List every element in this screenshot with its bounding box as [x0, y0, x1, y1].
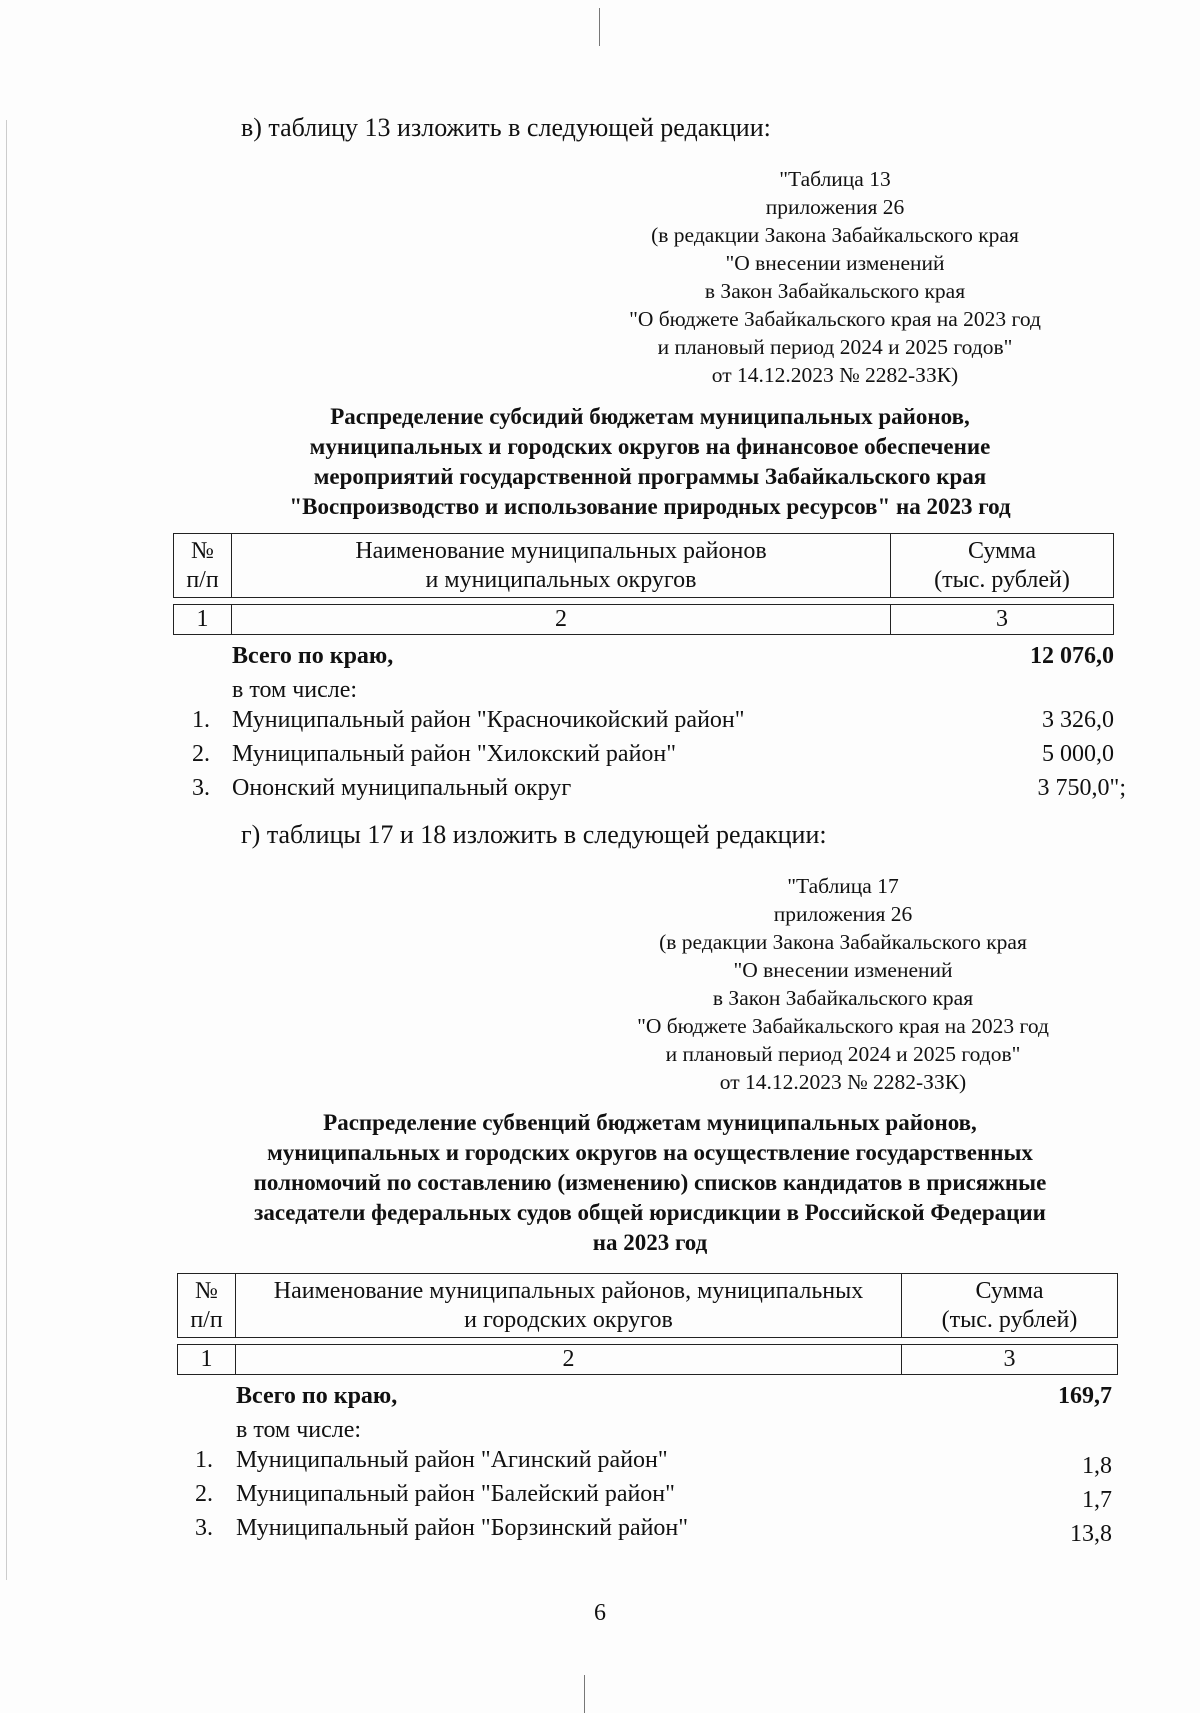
section-g-intro: г) таблицы 17 и 18 изложить в следующей редакции:	[241, 820, 827, 849]
col-index-2: 2	[236, 1345, 902, 1375]
stamp-line: "О бюджете Забайкальского края на 2023 год	[629, 307, 1041, 331]
row-number: 1.	[192, 707, 210, 733]
col-name-header	[232, 534, 891, 598]
row-number: 2.	[195, 1481, 213, 1507]
col-number-line: п/п	[190, 1306, 223, 1333]
col-number-header	[174, 534, 232, 598]
including-label: в том числе:	[236, 1417, 362, 1443]
row-value: 1,8	[1082, 1453, 1112, 1479]
row-number: 1.	[195, 1447, 213, 1473]
col-sum-header	[902, 1274, 1118, 1338]
section-v-title	[175, 402, 1125, 522]
row-value: 1,7	[1082, 1487, 1112, 1513]
row-number: 2.	[192, 741, 210, 767]
row-name: Муниципальный район "Борзинский район"	[236, 1515, 689, 1541]
title-line: полномочий по составлению (изменению) списков кандидатов в присяжные	[253, 1170, 1047, 1195]
section-g-title	[175, 1108, 1125, 1258]
row-name: Муниципальный район "Красночикойский район"	[232, 707, 745, 733]
col-index-1: 1	[178, 1345, 236, 1375]
stamp-line: (в редакции Закона Забайкальского края	[659, 930, 1027, 954]
stamp-line: и плановый период 2024 и 2025 годов"	[665, 1042, 1021, 1066]
title-line: муниципальных и городских округов на финансовое обеспечение	[309, 434, 991, 459]
row-value: 3 326,0	[1042, 707, 1114, 733]
col-sum-line: Сумма	[968, 537, 1036, 564]
stamp-line: "О внесении изменений	[733, 958, 953, 982]
row-value: 5 000,0	[1042, 741, 1114, 767]
row-number: 3.	[192, 775, 210, 801]
section-v-table-index	[173, 604, 1114, 635]
including-label: в том числе:	[232, 677, 358, 703]
stamp-line: "О бюджете Забайкальского края на 2023 год	[637, 1014, 1049, 1038]
stamp-line: и плановый период 2024 и 2025 годов"	[657, 335, 1013, 359]
col-sum-line: Сумма	[975, 1277, 1044, 1304]
total-label: Всего по краю,	[236, 1383, 398, 1409]
row-number: 3.	[195, 1515, 213, 1541]
section-v-stamp	[560, 165, 1110, 389]
row-value: 13,8	[1070, 1521, 1112, 1547]
title-line: муниципальных и городских округов на осуществление государственных	[267, 1140, 1033, 1165]
title-line: "Воспроизводство и использование природных ресурсов" на 2023 год	[289, 494, 1011, 519]
col-name-line: Наименование муниципальных районов, муниципальных	[273, 1277, 864, 1304]
stamp-line: "Таблица 17	[787, 874, 899, 898]
stamp-line: приложения 26	[765, 195, 905, 219]
section-g-table-index	[177, 1344, 1118, 1375]
col-name-header	[236, 1274, 902, 1338]
col-sum-line: (тыс. рублей)	[934, 566, 1070, 593]
stamp-line: в Закон Забайкальского края	[712, 986, 974, 1010]
col-index-3: 3	[902, 1345, 1118, 1375]
title-line: мероприятий государственной программы Забайкальского края	[313, 464, 987, 489]
stamp-line: приложения 26	[773, 902, 913, 926]
row-name: Ононский муниципальный округ	[232, 775, 572, 801]
scan-mark-bottom	[584, 1675, 585, 1713]
section-g-table-header	[177, 1273, 1118, 1338]
stamp-line: "Таблица 13	[779, 167, 891, 191]
total-value: 169,7	[1058, 1383, 1112, 1409]
scan-mark-top	[599, 8, 600, 46]
section-v-table-header	[173, 533, 1114, 598]
col-name-line: Наименование муниципальных районов	[355, 537, 767, 564]
stamp-line: "О внесении изменений	[725, 251, 945, 275]
row-name: Муниципальный район "Хилокский район"	[232, 741, 677, 767]
total-label: Всего по краю,	[232, 643, 394, 669]
title-line: Распределение субвенций бюджетам муниципальных районов,	[323, 1110, 977, 1135]
col-number-header	[178, 1274, 236, 1338]
scan-mark-left	[6, 120, 7, 1580]
col-number-line: п/п	[186, 566, 219, 593]
page-number: 6	[594, 1600, 606, 1626]
stamp-line: от 14.12.2023 № 2282-ЗЗК)	[711, 363, 959, 387]
col-name-line: и городских округов	[464, 1306, 673, 1333]
col-index-3: 3	[891, 605, 1114, 635]
section-g-including	[236, 1417, 361, 1444]
col-sum-header	[891, 534, 1114, 598]
total-value: 12 076,0	[1030, 643, 1114, 669]
title-line: заседатели федеральных судов общей юрисдикции в Российской Федерации	[254, 1200, 1046, 1225]
stamp-line: от 14.12.2023 № 2282-ЗЗК)	[719, 1070, 967, 1094]
col-index-2: 2	[232, 605, 891, 635]
stamp-line: (в редакции Закона Забайкальского края	[651, 223, 1019, 247]
row-name: Муниципальный район "Балейский район"	[236, 1481, 675, 1507]
section-v-intro: в) таблицу 13 изложить в следующей редакции:	[241, 113, 771, 142]
col-sum-line: (тыс. рублей)	[941, 1306, 1078, 1333]
title-line: Распределение субсидий бюджетам муниципальных районов,	[330, 404, 970, 429]
col-name-line: и муниципальных округов	[425, 566, 697, 593]
section-g-stamp	[568, 872, 1118, 1096]
stamp-line: в Закон Забайкальского края	[704, 279, 966, 303]
row-value: 3 750,0";	[1037, 775, 1126, 801]
col-number-line: №	[195, 1277, 218, 1304]
col-index-1: 1	[174, 605, 232, 635]
title-line: на 2023 год	[592, 1230, 708, 1255]
row-name: Муниципальный район "Агинский район"	[236, 1447, 668, 1473]
col-number-line: №	[191, 537, 214, 564]
section-v-including	[232, 677, 357, 704]
